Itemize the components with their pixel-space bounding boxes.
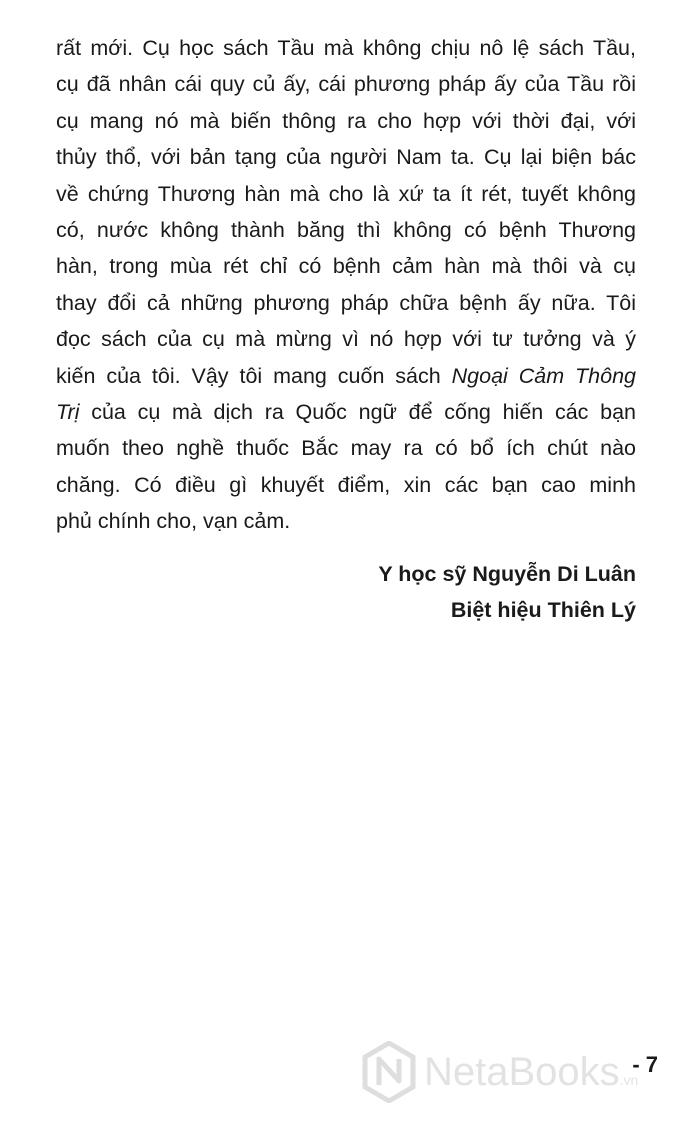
watermark-suffix: .vn [619, 1071, 639, 1088]
text-segment: của cụ mà dịch ra Quốc ngữ để cống hiến các bạn [79, 400, 636, 425]
text-line: về chứng Thương hàn mà cho là xứ ta ít rét, tuyết không [56, 181, 636, 206]
text-line: muốn theo nghề thuốc Bắc may ra có bổ ích chút nào [56, 436, 636, 461]
body-paragraph [56, 30, 636, 540]
text-line: rất mới. Cụ học sách Tầu mà không chịu nô lệ sách Tầu, [56, 36, 636, 60]
book-title-italic: Trị [56, 400, 80, 425]
page-number: - 7 [632, 1052, 658, 1077]
text-line: cụ mang nó mà biến thông ra cho hợp với thời đại, với [56, 108, 636, 133]
book-title-italic: Ngoại Cảm Thông [451, 363, 636, 388]
text-line: có, nước không thành băng thì không có bệnh Thương [56, 218, 636, 243]
watermark [362, 1040, 638, 1104]
text-line [56, 394, 636, 430]
author-alias: Biệt hiệu Thiên Lý [450, 598, 636, 622]
text-line: phủ chính cho, vạn cảm. [56, 509, 291, 534]
text-line [56, 358, 636, 394]
text-line: hàn, trong mùa rét chỉ có bệnh cảm hàn mà thôi và cụ [56, 254, 636, 279]
text-line: chăng. Có điều gì khuyết điểm, xin các bạn cao minh [56, 472, 636, 497]
netabooks-logo-icon [362, 1041, 416, 1103]
text-segment: kiến của tôi. Vậy tôi mang cuốn sách [56, 363, 452, 388]
text-line: thay đổi cả những phương pháp chữa bệnh ấy nữa. Tôi [56, 290, 636, 315]
text-line: đọc sách của cụ mà mừng vì nó hợp với tư tưởng và ý [56, 327, 636, 352]
text-line: thủy thổ, với bản tạng của người Nam ta. Cụ lại biện bác [56, 145, 636, 170]
text-line: cụ đã nhân cái quy củ ấy, cái phương pháp ấy của Tầu rồi [56, 72, 636, 97]
watermark-brand: NetaBooks.vn [424, 1049, 639, 1094]
author-name: Y học sỹ Nguyễn Di Luân [378, 562, 636, 586]
author-signature [378, 556, 636, 628]
